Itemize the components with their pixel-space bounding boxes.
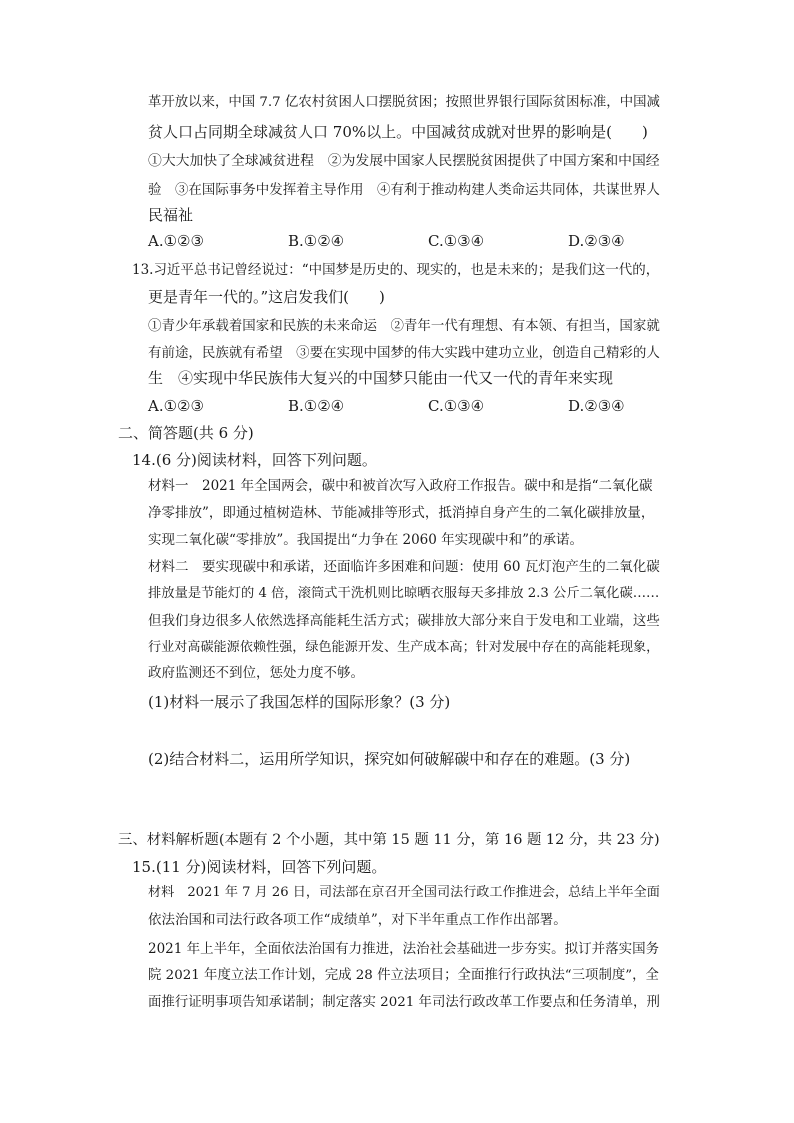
q15-material-line-1: 材料 2021 年 7 月 26 日，司法部在京召开全国司法行政工作推进会，总结上半年全面 xyxy=(148,885,660,900)
q12-line-4: 验 ③在国际事务中发挥着主导作用 ④有利于推动构建人类命运共同体，共谋世界人 xyxy=(148,182,660,198)
q15-material-line-2: 依法治国和司法行政各项工作“成绩单”，对下半年重点工作作出部署。 xyxy=(148,912,567,928)
q13-line-2: 更是青年一代的。”这启发我们( ) xyxy=(148,288,385,306)
q13-line-1: 13.习近平总书记曾经说过：“中国梦是历史的、现实的，也是未来的；是我们这一代的， xyxy=(132,262,660,278)
q12-option-d: D.②③④ xyxy=(568,232,625,250)
q14-intro: 14.(6 分)阅读材料，回答下列问题。 xyxy=(132,451,377,469)
q14-material-line-7: 行业对高碳能源依赖性强，绿色能源开发、生产成本高；针对发展中存在的高能耗现象， xyxy=(148,640,660,655)
q13-option-b: B.①②④ xyxy=(288,397,345,415)
q14-sub-question-1: (1)材料一展示了我国怎样的国际形象？(3 分) xyxy=(148,693,451,711)
q15-material-line-5: 面推行证明事项告知承诺制；制定落实 2021 年司法行政改革工作要点和任务清单，刑 xyxy=(148,995,660,1010)
section-2-heading: 二、简答题(共 6 分) xyxy=(118,424,254,442)
q12-line-5: 民福祉 xyxy=(148,206,194,224)
q12-line-1: 革开放以来，中国 7.7 亿农村贫困人口摆脱贫困；按照世界银行国际贫困标准，中国减 xyxy=(148,95,660,110)
q14-material-line-1: 材料一 2021 年全国两会，碳中和被首次写入政府工作报告。碳中和是指“二氧化碳 xyxy=(148,478,653,494)
q12-option-a: A.①②③ xyxy=(148,232,204,250)
q15-material-line-4: 院 2021 年度立法工作计划，完成 28 件立法项目；全面推行行政执法“三项制度”，全 xyxy=(148,968,659,983)
q14-material-line-2: 净零排放”，即通过植树造林、节能减排等形式，抵消掉自身产生的二氧化碳排放量， xyxy=(148,505,655,521)
section-3-heading: 三、材料解析题(本题有 2 个小题，其中第 15 题 11 分，第 16 题 12 分，共 23 分) xyxy=(118,832,660,848)
q13-option-d: D.②③④ xyxy=(568,397,625,415)
q13-line-5: 生 ④实现中华民族伟大复兴的中国梦只能由一代又一代的青年来实现 xyxy=(148,369,614,387)
q15-intro: 15.(11 分)阅读材料，回答下列问题。 xyxy=(132,858,387,876)
q14-material-line-5: 排放量是节能灯的 4 倍，滚筒式干洗机则比晾晒衣服每天多排放 2.3 公斤二氧化碳…… xyxy=(148,586,660,601)
q14-material-line-3: 实现二氧化碳“零排放”。我国提出“力争在 2060 年实现碳中和”的承诺。 xyxy=(148,532,584,548)
q12-option-c: C.①③④ xyxy=(428,232,485,250)
q14-sub-question-2: (2)结合材料二，运用所学知识，探究如何破解碳中和存在的难题。(3 分) xyxy=(148,750,631,768)
q12-line-3: ①大大加快了全球减贫进程 ②为发展中国家人民摆脱贫困提供了中国方案和中国经 xyxy=(148,153,660,169)
q13-option-a: A.①②③ xyxy=(148,397,204,415)
q14-material-line-6: 但我们身边很多人依然选择高能耗生活方式；碳排放大部分来自于发电和工业端，这些 xyxy=(148,613,660,629)
q14-material-line-8: 政府监测还不到位，惩处力度不够。 xyxy=(148,665,364,681)
q12-option-b: B.①②④ xyxy=(288,232,345,250)
q13-option-c: C.①③④ xyxy=(428,397,485,415)
q13-line-4: 有前途，民族就有希望 ③要在实现中国梦的伟大实践中建功立业，创造自己精彩的人 xyxy=(148,345,660,361)
q12-line-2: 贫人口占同期全球减贫人口 70%以上。中国减贫成就对世界的影响是( ) xyxy=(148,123,648,141)
q15-material-line-3: 2021 年上半年，全面依法治国有力推进，法治社会基础进一步夯实。拟订并落实国务 xyxy=(148,941,660,957)
q14-material-line-4: 材料二 要实现碳中和承诺，还面临许多困难和问题：使用 60 瓦灯泡产生的二氧化碳 xyxy=(148,559,660,575)
q13-line-3: ①青少年承载着国家和民族的未来命运 ②青年一代有理想、有本领、有担当，国家就 xyxy=(148,318,660,334)
